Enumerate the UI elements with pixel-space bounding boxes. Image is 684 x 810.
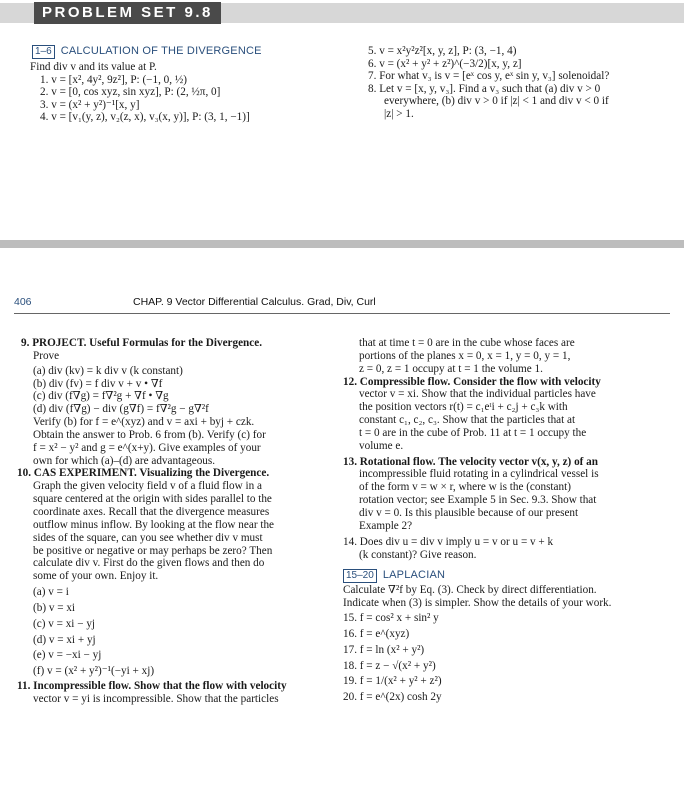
instruction-line: Indicate when (3) is simpler. Show the details of your work. [343,597,612,610]
text-line: z = 0, z = 1 occupy at t = 1 the volume 1. [359,362,543,375]
instruction-line: Calculate ∇²f by Eq. (3). Check by direct differentiation. [343,584,597,597]
page-break [0,240,684,248]
problem-5: 5. v = x²y²z²[x, y, z], P: (3, −1, 4) [368,45,517,57]
page-number: 406 [14,296,32,308]
text-line: Verify (b) for f = e^(xyz) and v = axi + byj + czk. [33,416,255,429]
problem-8-cont-1: everywhere, (b) div v > 0 if |z| < 1 and div v < 0 if [384,95,609,108]
text-line: Obtain the answer to Prob. 6 from (b). Verify (c) for [33,428,266,441]
flow-e: (e) v = −xi − yj [33,649,102,662]
text-line: Prove [33,349,60,362]
flow-d: (d) v = xi + yj [33,633,96,646]
text-line: incompressible fluid rotating in a cylindrical vessel is [359,468,599,481]
problem-8-cont-2: |z| > 1. [384,107,414,120]
flow-f: (f) v = (x² + y²)⁻¹(−yi + xj) [33,665,155,678]
right-column [343,337,675,704]
text-line: the position vectors r(t) = c₁eᵗi + c₂j + c₃k with [359,401,568,414]
problem-3: 3. v = (x² + y²)⁻¹[x, y] [40,98,140,111]
problem-12-title: 12. Compressible flow. Consider the flow with velocity [343,375,601,388]
text-line: vector v = xi. Show that the individual particles have [359,388,596,401]
problem-16: 16. f = e^(xyz) [343,627,410,640]
text-line: div v = 0. Is this plausible because of our present [359,506,579,519]
text-line: rotation vector; see Example 5 in Sec. 9.3. Show that [359,494,597,507]
text-line: outflow minus inflow. By looking at the flow near the [33,518,275,531]
text-line: be positive or negative or may perhaps be zero? Then [33,544,273,557]
formula-d: (d) div (f∇g) − div (g∇f) = f∇²g − g∇²f [33,403,209,416]
problem-10-title: 10. CAS EXPERIMENT. Visualizing the Divergence. [17,467,270,480]
problem-set-title: PROBLEM SET 9.8 [34,2,221,24]
top-left-column [32,45,332,124]
text-line: that at time t = 0 are in the cube whose faces are [359,337,575,349]
text-line: t = 0 are in the cube of Prob. 11 at t = 1 occupy the [359,426,587,439]
problem-8: 8. Let v = [x, y, v₃]. Find a v₃ such that (a) div v > 0 [368,82,601,95]
text-line: f = x² − y² and g = e^(x+y). Give examples of your [33,441,261,454]
top-right-column [368,45,673,121]
text-line: square centered at the origin with sides parallel to the [33,493,272,506]
text-line: constant c₁, c₂, c₃. Show that the particles that at [359,414,576,427]
formula-c: (c) div (f∇g) = f∇²g + ∇f • ∇g [33,390,169,403]
instruction-line: Find div v and its value at P. [30,61,157,73]
text-line: sides of the square, can you see whether div v must [33,531,263,544]
problem-6: 6. v = (x² + y² + z²)^(−3/2)[x, y, z] [368,57,522,70]
text-line: own for which (a)–(d) are advantageous. [33,454,216,467]
flow-a: (a) v = i [33,586,69,599]
problem-19: 19. f = 1/(x² + y² + z²) [343,675,442,688]
problem-set-header [0,0,684,26]
problem-20: 20. f = e^(2x) cosh 2y [343,691,442,704]
text-line: (k constant)? Give reason. [359,548,477,561]
problem-9-title: 9. PROJECT. Useful Formulas for the Divergence. [21,337,263,349]
chapter-header: CHAP. 9 Vector Differential Calculus. Grad, Div, Curl [133,296,376,308]
text-line: some of your own. Enjoy it. [33,570,159,583]
problem-7: 7. For what v₃ is v = [eˣ cos y, eˣ sin y, v₃] solenoidal? [368,70,610,83]
formula-a: (a) div (kv) = k div v (k constant) [33,364,183,377]
problem-2: 2. v = [0, cos xyz, sin xyz], P: (2, ½π, 0] [40,86,221,99]
problem-14: 14. Does div u = div v imply u = v or u = v + k [343,535,554,548]
text-line: volume e. [359,439,404,452]
problem-17: 17. f = ln (x² + y²) [343,643,425,656]
text-line: Graph the given velocity field v of a fluid flow in a [33,480,262,493]
section-title: LAPLACIAN [382,569,446,582]
problem-1: 1. v = [x², 4y², 9z²], P: (−1, 0, ½) [40,73,187,86]
problem-13-title: 13. Rotational flow. The velocity vector v(x, y, z) of an [343,455,598,468]
text-line: portions of the planes x = 0, x = 1, y = 0, y = 1, [359,349,571,362]
problem-15: 15. f = cos² x + sin² y [343,612,439,625]
text-line: Example 2? [359,519,413,532]
section-title: CALCULATION OF THE DIVERGENCE [60,45,262,57]
problem-11-title: 11. Incompressible flow. Show that the flow with velocity [17,680,287,693]
problem-4: 4. v = [v₁(y, z), v₂(z, x), v₃(x, y)], P: (3, 1, −1)] [40,111,250,124]
section-range-badge: 1–6 [32,45,55,59]
text-line: coordinate axes. Recall that the divergence measures [33,505,270,518]
problem-18: 18. f = z − √(x² + y²) [343,659,436,672]
header-rule [14,313,670,314]
flow-b: (b) v = xi [33,601,76,614]
text-line: of the form v = w × r, where w is the (constant) [359,481,571,494]
formula-b: (b) div (fv) = f div v + v • ∇f [33,377,163,390]
section-range-badge: 15–20 [343,569,377,583]
text-line: vector v = yi is incompressible. Show that the particles [33,692,279,705]
left-column [17,337,327,706]
text-line: calculate div v. First do the given flows and then do [33,557,265,570]
flow-c: (c) v = xi − yj [33,617,96,630]
